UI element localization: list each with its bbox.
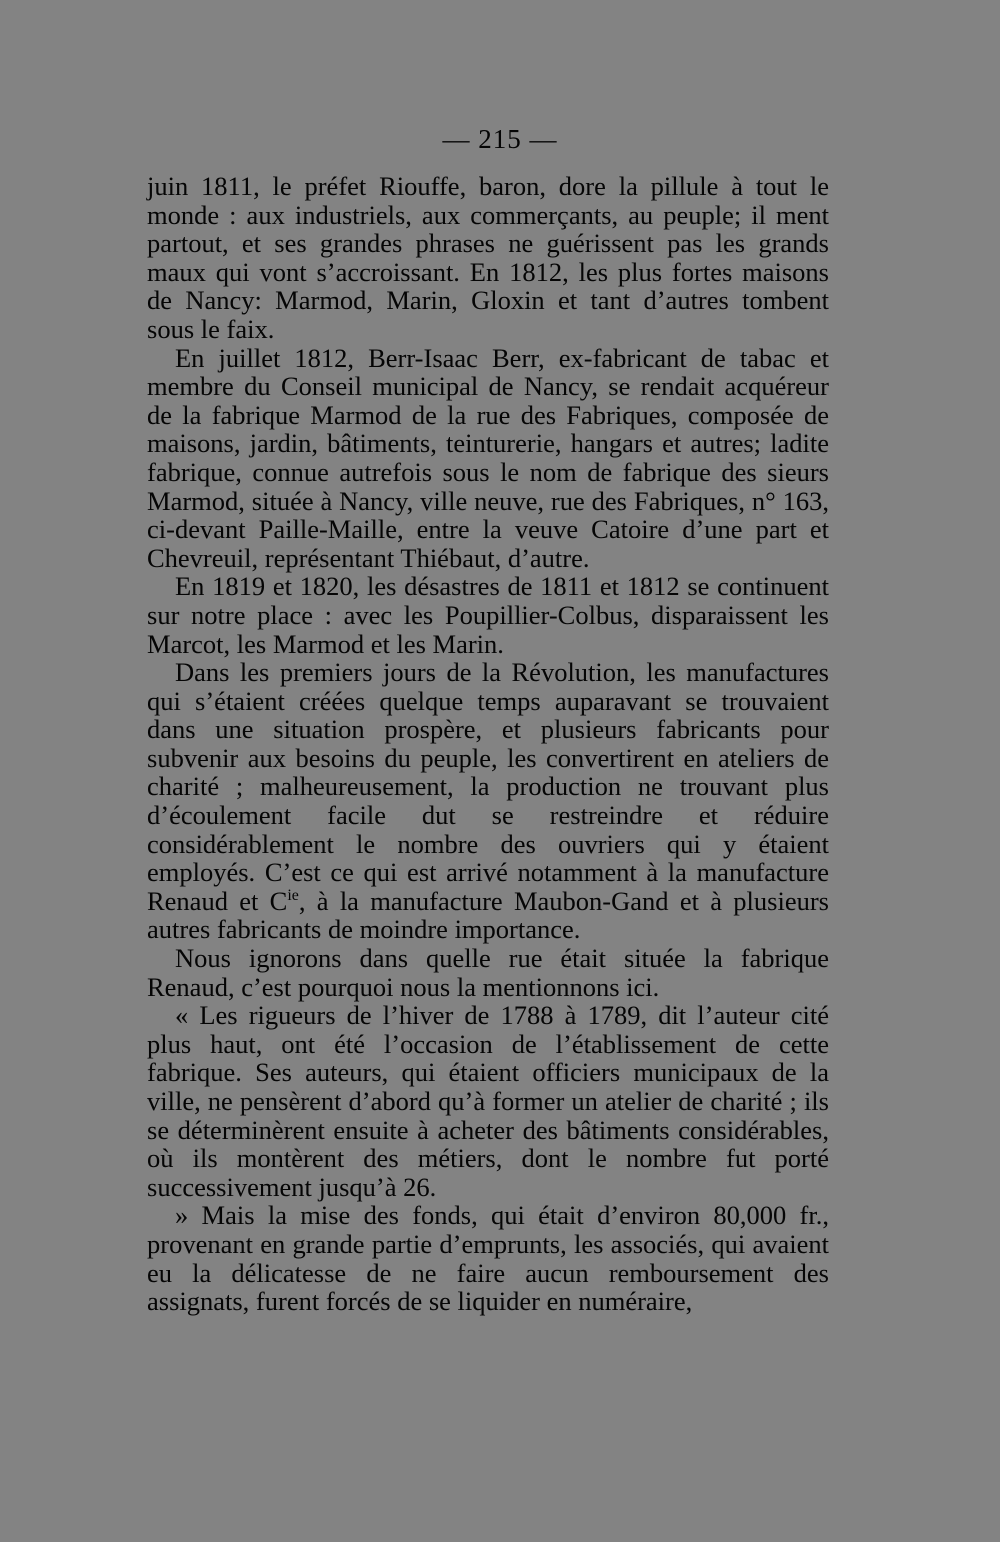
paragraph-quote-fonds: » Mais la mise des fonds, qui était d’environ 80,000 fr., provenant en grande partie d’emprunts, les associés, qui avaient eu la délicatesse de ne faire aucun remboursement des assignats, furent forcés de se liquider en numéraire, [147,1200,829,1317]
paragraph-berr-isaac-berr: En juillet 1812, Berr-Isaac Berr, ex-fabricant de tabac et membre du Conseil municipal de Nancy, se rendait acquéreur de la fabrique Marmod de la rue des Fabriques, composée de maisons, jardin, bâtiments, teinturerie, hangars et autres; ladite fabrique, connue autrefois sous le nom de fabrique des sieurs Marmod, située à Nancy, ville neuve, rue des Fabriques, n° 163, ci-devant Paille-Maille, entre la veuve Catoire d’une part et Chevreuil, représentant Thiébaut, d’autre. [147,342,829,573]
body-text [147,172,829,1316]
paragraph-revolution-text-end: , à la manufacture Maubon-Gand et à plusieurs autres fabricants de moindre importance. [147,885,829,945]
page-number: — 215 — [442,124,558,154]
paragraph-1819-1820: En 1819 et 1820, les désastres de 1811 et 1812 se continuent sur notre place : avec les Poupillier-Colbus, disparaissent les Marcot, les Marmod et les Marin. [147,571,829,659]
paragraph-revolution [147,658,829,944]
paragraph-revolution-text: Dans les premiers jours de la Révolution, les manufactures qui s’étaient créées quelque temps auparavant se trouvaient dans une situation prospère, et plusieurs fabricants pour subvenir aux besoins du peuple, les convertirent en ateliers de charité ; malheureusement, la production ne trouvant plus d’écoulement facile dut se restreindre et réduire considérablement le nombre des ouvriers qui y étaient employés. C’est ce qui est arrivé notamment à la manufacture Renaud et C [147,657,829,916]
superscript-ie: ie [287,887,299,905]
paragraph-continuation: juin 1811, le préfet Riouffe, baron, dore la pillule à tout le monde : aux industriels, aux commerçants, au peuple; il ment partout, et ses grandes phrases ne guérissent pas les grands maux qui vont s’accroissant. En 1812, les plus fortes maisons de Nancy: Marmod, Marin, Gloxin et tant d’autres tombent sous le faix. [147,171,829,344]
paragraph-quote-hiver: « Les rigueurs de l’hiver de 1788 à 1789, dit l’auteur cité plus haut, ont été l’occasion de l’établissement de cette fabrique. Ses auteurs, qui étaient officiers municipaux de la ville, ne pensèrent d’abord qu’à former un atelier de charité ; ils se déterminèrent ensuite à acheter des bâtiments considérables, où ils montèrent des métiers, dont le nombre fut porté successivement jusqu’à 26. [147,1000,829,1202]
paragraph-fabrique-renaud: Nous ignorons dans quelle rue était située la fabrique Renaud, c’est pourquoi nous la mentionnons ici. [147,943,829,1002]
